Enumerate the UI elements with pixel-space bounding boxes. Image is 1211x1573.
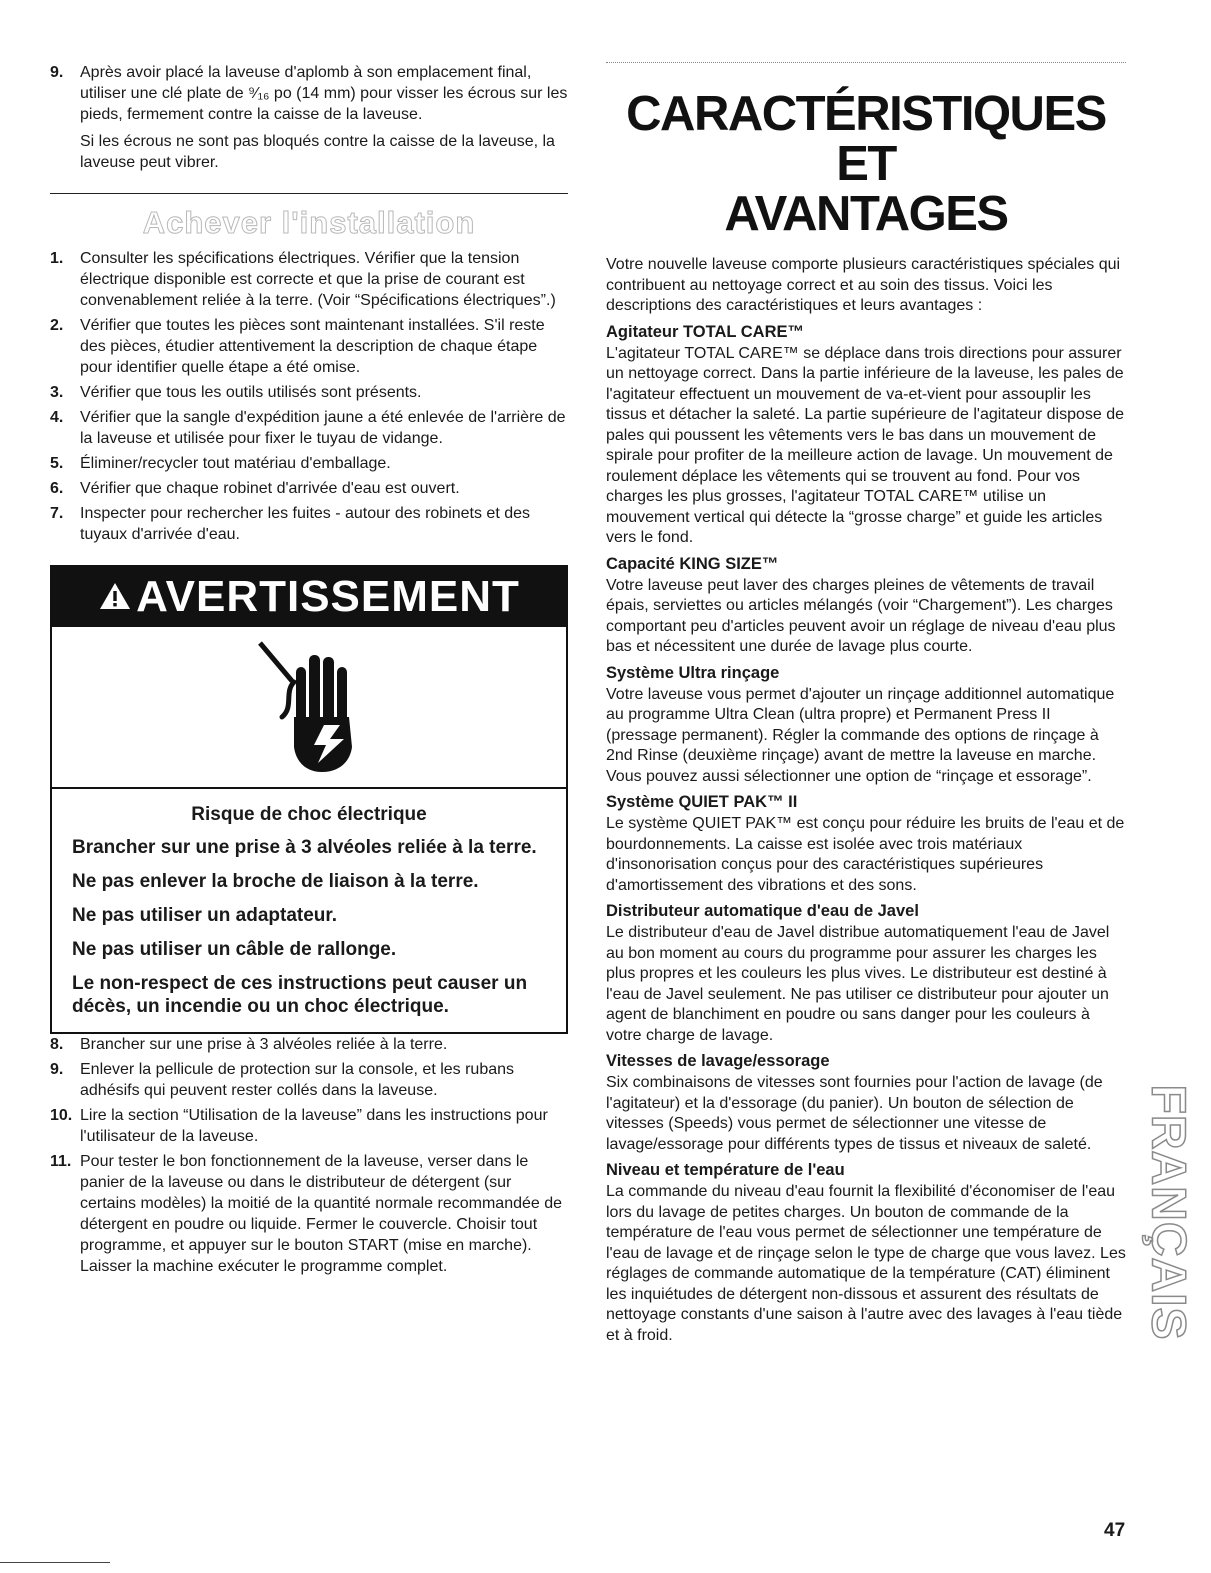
feature-title: Système QUIET PAK™ II <box>606 793 798 811</box>
language-label: FRANÇAIS <box>1141 1084 1195 1340</box>
footer-line <box>0 1562 110 1563</box>
step-text: Vérifier que toutes les pièces sont maintenant installées. S'il reste des pièces, étudier attentivement la description de chaque étape pour identifier quelle étape a été omise. <box>80 317 545 376</box>
step-text: Pour tester le bon fonctionnement de la laveuse, verser dans le panier de la laveuse ou dans le distributeur de détergent (sur certains modèles) la moitié de la quantité normale recommandée de détergent en poudre ou liquide. Fermer le couvercle. Choisir tout programme, et appuyer sur le bouton START (mise en marche). Laisser la machine exécuter le programme complet. <box>80 1153 563 1275</box>
step-text: Après avoir placé la laveuse d'aplomb à son emplacement final, utiliser une clé plate de ⁹⁄₁₆ po (14 mm) pour visser les écrous sur les pieds, fermement contre la caisse de la laveuse. <box>80 64 568 123</box>
step-number: 4. <box>50 409 64 426</box>
section-title: Achever l'installation <box>142 205 476 240</box>
right-column <box>606 62 1126 1351</box>
step-text: Vérifier que tous les outils utilisés sont présents. <box>80 384 422 401</box>
warning-line: Brancher sur une prise à 3 alvéoles reliée à la terre. <box>72 837 537 858</box>
step-text: Enlever la pellicule de protection sur la console, et les rubans adhésifs qui peuvent rester collés dans la laveuse. <box>80 1061 515 1099</box>
feature-title: Système Ultra rinçage <box>606 663 780 682</box>
feature-title: Capacité KING SIZE™ <box>606 554 779 573</box>
feature-title: Agitateur TOTAL CARE™ <box>606 322 805 341</box>
step-text: Éliminer/recycler tout matériau d'emballage. <box>80 455 391 472</box>
left-column <box>50 62 568 1281</box>
electric-shock-hand-icon <box>52 627 566 789</box>
feature-text: Le système QUIET PAK™ est conçu pour réduire les bruits de l'eau et de bourdonnements. La caisse est isolée avec trois matériaux d'insonorisation conçus pour des caractéristiques supérieures d'amortissement des vibrations et des sons. <box>606 815 1125 894</box>
step-text: Vérifier que chaque robinet d'arrivée d'eau est ouvert. <box>80 480 460 497</box>
step-text: Consulter les spécifications électriques. Vérifier que la tension électrique disponible est correcte et que la prise de courant est convenablement reliée à la terre. (Voir “Spécifications électriques”.) <box>80 250 556 309</box>
intro-paragraph: Votre nouvelle laveuse comporte plusieurs caractéristiques spéciales qui contribuent au nettoyage correct et au soin des tissus. Voici les descriptions des caractéristiques et leurs avantages : <box>606 256 1121 314</box>
list-item <box>50 453 568 474</box>
feature-text: Six combinaisons de vitesses sont fournies pour l'action de lavage (de l'agitateur) et la d'essorage (du panier). Un bouton de sélection de vitesses (Speeds) vous permet de sélectionner une vitesse de lavage/essorage pour différents types de tissus et niveaux de saleté. <box>606 1074 1103 1153</box>
step-subtext: Si les écrous ne sont pas bloqués contre la caisse de la laveuse, la laveuse peut vibrer. <box>80 133 555 171</box>
list-item <box>50 248 568 311</box>
warning-title: AVERTISSEMENT <box>136 572 520 621</box>
feature-text: L'agitateur TOTAL CARE™ se déplace dans trois directions pour assurer un nettoyage correct. Dans la partie inférieure de la laveuse, les pales de l'agitateur effectuent un mouvement de va-et-vient pour assouplir les tissus et détacher la saleté. La partie supérieure de l'agitateur dispose de pales qui poussent les vêtements vers le bas dans un mouvement de spirale pour profiter de la meilleure action de lavage. Un mouvement de roulement déplace les vêtements qui se trouvent au fond. Pour vos charges les plus grosses, l'agitateur TOTAL CARE™ utilise un mouvement vertical qui détecte la “grosse charge” et guide les articles vers le fond. <box>606 344 1125 546</box>
install-steps <box>50 248 568 545</box>
feature-title: Vitesses de lavage/essorage <box>606 1052 830 1070</box>
hazard-label: Risque de choc électrique <box>191 804 427 825</box>
feature-text: Le distributeur d'eau de Javel distribue automatiquement l'eau de Javel au bon moment au cours du programme pour assurer les charges les plus propres et les couleurs les plus vives. Le distributeur est destiné à l'eau de Javel seulement. Ne pas utiliser ce distributeur pour ajouter un agent de blanchiment en poudre ou sans danger pour les couleurs à votre charge de lavage. <box>606 924 1110 1044</box>
step-number: 6. <box>50 480 64 497</box>
warning-body <box>52 789 566 1032</box>
step-number: 5. <box>50 455 64 472</box>
step-number: 10. <box>50 1107 73 1124</box>
intro-steps <box>50 62 568 173</box>
feature-text: Votre laveuse peut laver des charges pleines de vêtements de travail épais, serviettes ou articles mélangés (voir “Chargement”). Les charges comportant peu d'articles peuvent avoir un réglage de niveau d'eau plus bas et nécessitent une durée de lavage plus courte. <box>606 576 1116 655</box>
list-item <box>50 382 568 403</box>
page-title <box>606 89 1126 239</box>
step-number: 8. <box>50 1036 64 1053</box>
title-line-1: CARACTÉRISTIQUES ET <box>626 87 1106 191</box>
feature-title: Distributeur automatique d'eau de Javel <box>606 902 919 920</box>
step-text: Brancher sur une prise à 3 alvéoles reliée à la terre. <box>80 1036 448 1053</box>
list-item <box>50 503 568 545</box>
warning-line: Ne pas utiliser un adaptateur. <box>72 905 338 926</box>
final-steps <box>50 1034 568 1277</box>
list-item <box>50 478 568 499</box>
feature-text: Votre laveuse vous permet d'ajouter un rinçage additionnel automatique au programme Ultra Clean (ultra propre) et Permanent Press II (pressage permanent). Régler la commande des options de rinçage à 2nd Rinse (deuxième rinçage) avant de mettre la laveuse en marche. Vous pouvez aussi sélectionner une option de “rinçage et essorage”. <box>606 685 1115 785</box>
step-number: 9. <box>50 64 64 81</box>
list-item <box>50 1034 568 1055</box>
step-number: 1. <box>50 250 64 267</box>
step-number: 11. <box>50 1153 72 1170</box>
language-side-tab <box>1141 1062 1195 1362</box>
feature-title: Niveau et température de l'eau <box>606 1161 845 1179</box>
title-line-2: AVANTAGES <box>724 187 1008 241</box>
step-number: 3. <box>50 384 64 401</box>
warning-line: Le non-respect de ces instructions peut causer un décès, un incendie ou un choc électrique. <box>72 973 528 1017</box>
list-item <box>50 1059 568 1101</box>
step-text: Inspecter pour rechercher les fuites - autour des robinets et des tuyaux d'arrivée d'eau. <box>80 505 531 543</box>
warning-box <box>50 565 568 1034</box>
list-item <box>50 62 568 173</box>
warning-line: Ne pas enlever la broche de liaison à la terre. <box>72 871 479 892</box>
list-item <box>50 1105 568 1147</box>
warning-header <box>52 567 566 627</box>
list-item <box>50 407 568 449</box>
step-number: 7. <box>50 505 64 522</box>
step-number: 2. <box>50 317 64 334</box>
feature-text: La commande du niveau d'eau fournit la flexibilité d'économiser de l'eau lors du lavage de petites charges. Un bouton de commande de la température de l'eau vous permet de sélectionner une température de l'eau de lavage et de rinçage selon le type de charge que vous lavez. Les réglages de commande automatique de la température (CAT) éliminent les inquiétudes de détergent non-dissous et assurent des résultats de nettoyage constants d'une saison à l'autre avec des lavages à l'eau tiède et à froid. <box>606 1183 1126 1344</box>
step-text: Lire la section “Utilisation de la laveuse” dans les instructions pour l'utilisateur de la laveuse. <box>80 1107 548 1145</box>
warning-triangle-icon <box>98 572 132 622</box>
dotted-rule <box>606 62 1126 69</box>
divider <box>50 193 568 194</box>
step-text: Vérifier que la sangle d'expédition jaune a été enlevée de l'arrière de la laveuse et utilisée pour fixer le tuyau de vidange. <box>80 409 566 447</box>
page-number: 47 <box>1104 1520 1126 1541</box>
list-item <box>50 315 568 378</box>
warning-line: Ne pas utiliser un câble de rallonge. <box>72 939 397 960</box>
list-item <box>50 1151 568 1277</box>
step-number: 9. <box>50 1061 64 1078</box>
